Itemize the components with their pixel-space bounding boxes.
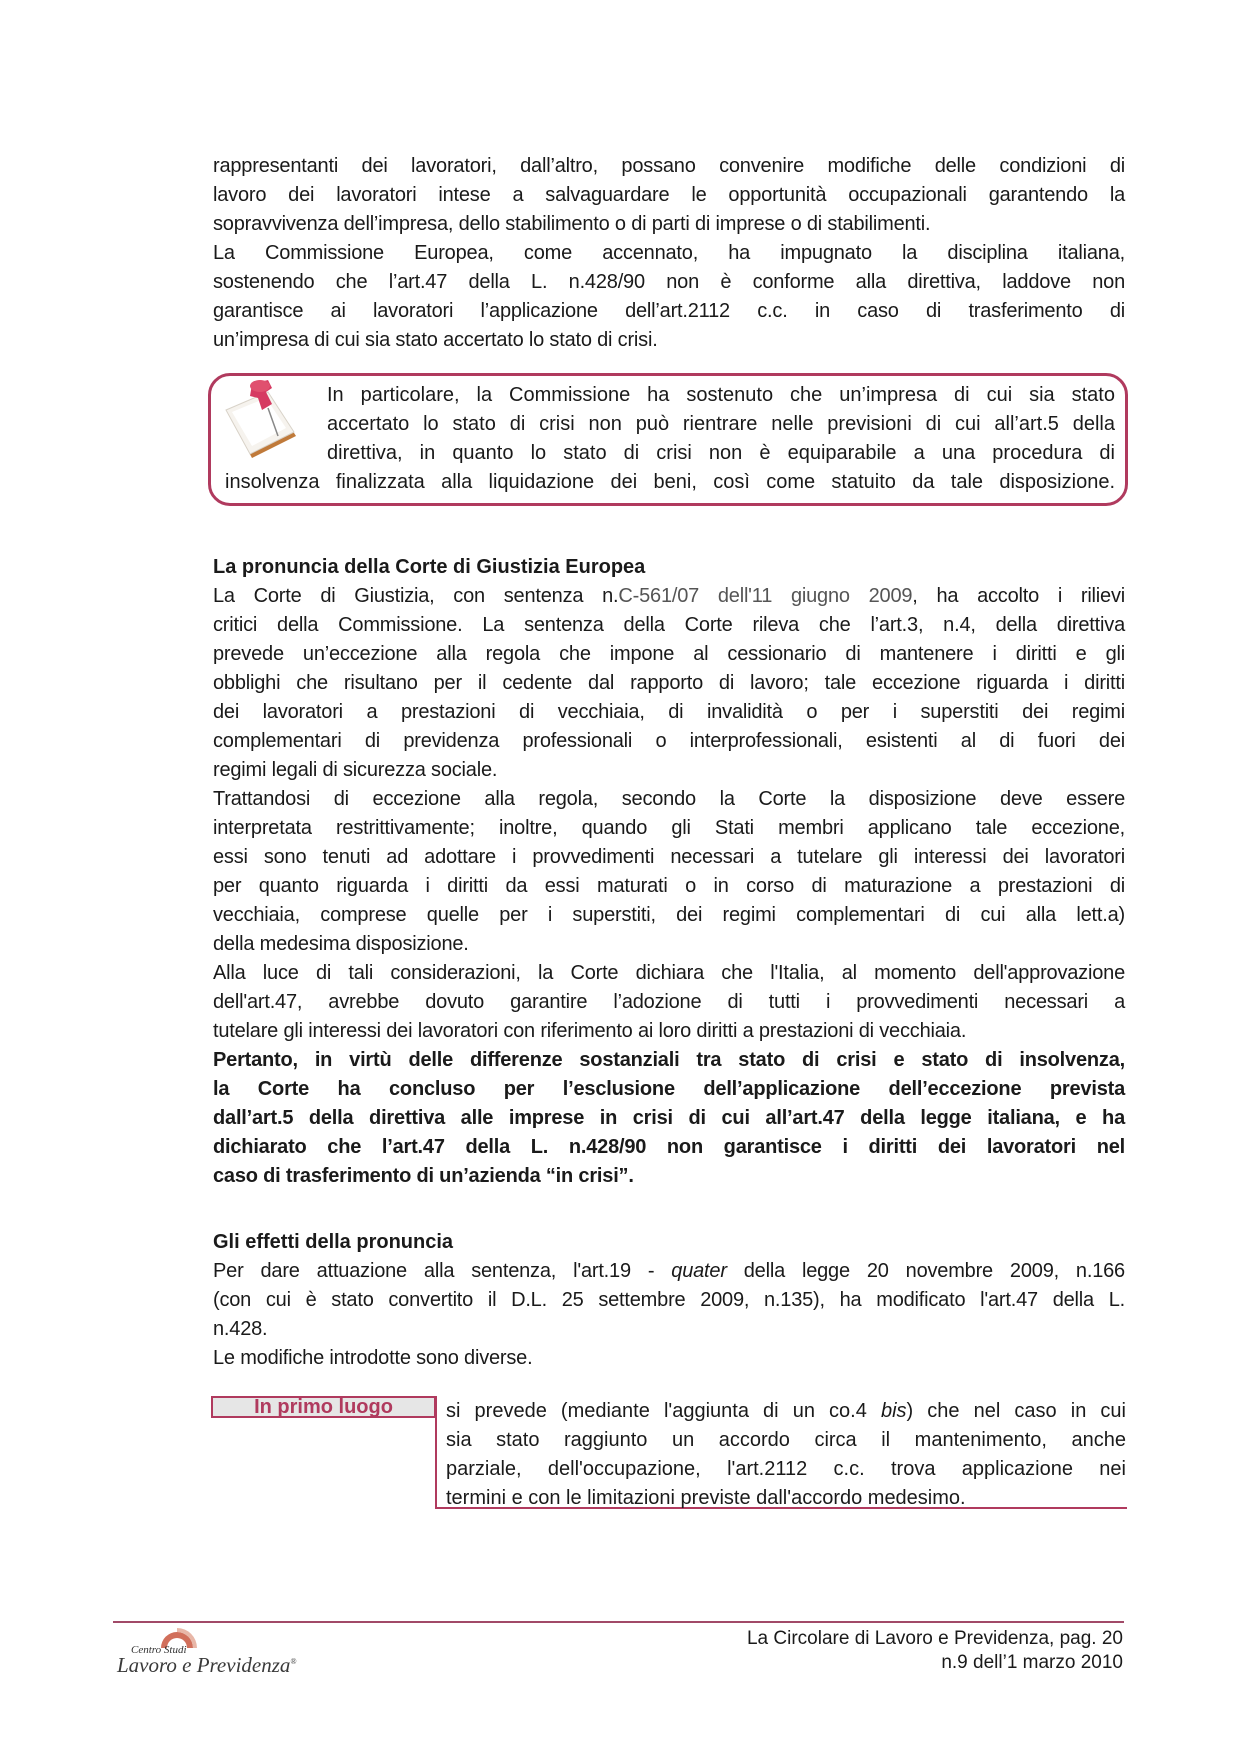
text-line: sia stato raggiunto un accordo circa il mantenimento, anche xyxy=(446,1429,1126,1451)
text-line: prevede un’eccezione alla regola che impone al cessionario di mantenere i diritti e gli xyxy=(213,643,1125,665)
text-line: essi sono tenuti ad adottare i provvedimenti necessari a tutelare gli interessi dei lavoratori xyxy=(213,846,1125,868)
logo-title xyxy=(117,1653,296,1678)
text-span: , ha accolto i rilievi xyxy=(912,585,1126,607)
text-line: vecchiaia, comprese quelle per i superstiti, dei regimi complementari di cui alla lett.a) xyxy=(213,904,1125,926)
text-span: La Corte di Giustizia, con sentenza n. xyxy=(213,585,619,607)
text-line: (con cui è stato convertito il D.L. 25 settembre 2009, n.135), ha modificato l'art.47 della L. xyxy=(213,1289,1125,1311)
italic-span: bis xyxy=(880,1400,907,1422)
text-line: per quanto riguarda i diritti da essi maturati o in corso di maturazione a prestazioni di xyxy=(213,875,1125,897)
issue-date: n.9 dell’1 marzo 2010 xyxy=(941,1652,1123,1673)
text-line: un’impresa di cui sia stato accertato lo stato di crisi. xyxy=(213,329,658,351)
text-line: obblighi che risultano per il cedente dal rapporto di lavoro; tale eccezione riguarda i diritti xyxy=(213,672,1125,694)
logo-title-text: Lavoro e Previdenza xyxy=(117,1653,291,1677)
text-line: direttiva, in quanto lo stato di crisi non è equiparabile a una procedura di xyxy=(327,442,1115,464)
text-line-bold: caso di trasferimento di un’azienda “in crisi”. xyxy=(213,1165,634,1187)
text-line: parziale, dell'occupazione, l'art.2112 c.c. trova applicazione nei xyxy=(446,1458,1126,1480)
callout-text xyxy=(225,381,1115,497)
text-line: n.428. xyxy=(213,1318,268,1340)
text-line xyxy=(213,582,1125,611)
registered-mark: ® xyxy=(290,1657,297,1666)
point-text xyxy=(446,1397,1126,1513)
point-tag: In primo luogo xyxy=(211,1396,436,1418)
text-line-bold: la Corte ha concluso per l’esclusione dell’applicazione dell’eccezione prevista xyxy=(213,1078,1125,1100)
text-line-bold: dichiarato che l’art.47 della L. n.428/90 non garantisce i diritti dei lavoratori nel xyxy=(213,1136,1125,1158)
text-line: La Commissione Europea, come accennato, ha impugnato la disciplina italiana, xyxy=(213,242,1125,264)
footer-info xyxy=(747,1627,1123,1675)
text-line: dell'art.47, avrebbe dovuto garantire l’adozione di tutti i provvedimenti necessari a xyxy=(213,991,1125,1013)
text-span: della legge 20 novembre 2009, n.166 xyxy=(726,1260,1125,1282)
case-reference: C-561/07 dell'11 giugno 2009 xyxy=(618,585,913,607)
section-heading: La pronuncia della Corte di Giustizia Europea xyxy=(213,556,646,578)
text-line: Le modifiche introdotte sono diverse. xyxy=(213,1347,533,1369)
text-line: termini e con le limitazioni previste dall'accordo medesimo. xyxy=(446,1487,966,1509)
text-span: Per dare attuazione alla sentenza, l'art.19 - xyxy=(213,1260,672,1282)
text-line: dei lavoratori a prestazioni di vecchiaia, di invalidità o per i superstiti dei regimi xyxy=(213,701,1125,723)
text-line: sopravvivenza dell’impresa, dello stabilimento o di parti di imprese o di stabilimenti. xyxy=(213,213,931,235)
publisher-logo xyxy=(113,1626,303,1686)
text-line: garantisce ai lavoratori l’applicazione dell’art.2112 c.c. in caso di trasferimento di xyxy=(213,300,1125,322)
logo-subtitle: Centro Studi xyxy=(131,1644,187,1656)
text-line: In particolare, la Commissione ha sostenuto che un’impresa di cui sia stato xyxy=(327,384,1115,406)
text-line: Alla luce di tali considerazioni, la Corte dichiara che l'Italia, al momento dell'approvazione xyxy=(213,962,1125,984)
footer-rule xyxy=(113,1621,1124,1623)
italic-span: quater xyxy=(671,1260,727,1282)
text-line: regimi legali di sicurezza sociale. xyxy=(213,759,498,781)
text-line: tutelare gli interessi dei lavoratori con riferimento ai loro diritti a prestazioni di vecchiaia. xyxy=(213,1020,967,1042)
text-line: interpretata restrittivamente; inoltre, quando gli Stati membri applicano tale eccezione, xyxy=(213,817,1125,839)
intro-paragraph xyxy=(213,152,1125,355)
text-line: insolvenza finalizzata alla liquidazione dei beni, così come statuito da tale disposizione. xyxy=(225,471,1115,493)
publication-page: La Circolare di Lavoro e Previdenza, pag. 20 xyxy=(746,1628,1123,1649)
section-heading: Gli effetti della pronuncia xyxy=(213,1231,454,1253)
text-line: rappresentanti dei lavoratori, dall’altro, possano convenire modifiche delle condizioni di xyxy=(213,155,1125,177)
section2-body xyxy=(213,1257,1125,1373)
text-line xyxy=(213,1257,1125,1286)
text-span: ) che nel caso in cui xyxy=(906,1400,1126,1422)
text-line: accertato lo stato di crisi non può rientrare nelle previsioni di cui all’art.5 della xyxy=(327,413,1115,435)
text-line: complementari di previdenza professionali o interprofessionali, esistenti al di fuori dei xyxy=(213,730,1125,752)
text-line: critici della Commissione. La sentenza della Corte rileva che l’art.3, n.4, della direttiva xyxy=(213,614,1125,636)
text-line: Trattandosi di eccezione alla regola, secondo la Corte la disposizione deve essere xyxy=(213,788,1125,810)
text-line: lavoro dei lavoratori intese a salvaguardare le opportunità occupazionali garantendo la xyxy=(213,184,1125,206)
text-line: della medesima disposizione. xyxy=(213,933,469,955)
text-line-bold: Pertanto, in virtù delle differenze sostanziali tra stato di crisi e stato di insolvenza, xyxy=(213,1049,1125,1071)
section1-body xyxy=(213,582,1125,1191)
text-span: si prevede (mediante l'aggiunta di un co.4 xyxy=(446,1400,881,1422)
text-line-bold: dall’art.5 della direttiva alle imprese in crisi di cui all’art.47 della legge italiana, e ha xyxy=(213,1107,1125,1129)
text-line: sostenendo che l’art.47 della L. n.428/90 non è conforme alla direttiva, laddove non xyxy=(213,271,1125,293)
tag-divider-vertical xyxy=(435,1396,437,1509)
text-line xyxy=(446,1397,1126,1426)
